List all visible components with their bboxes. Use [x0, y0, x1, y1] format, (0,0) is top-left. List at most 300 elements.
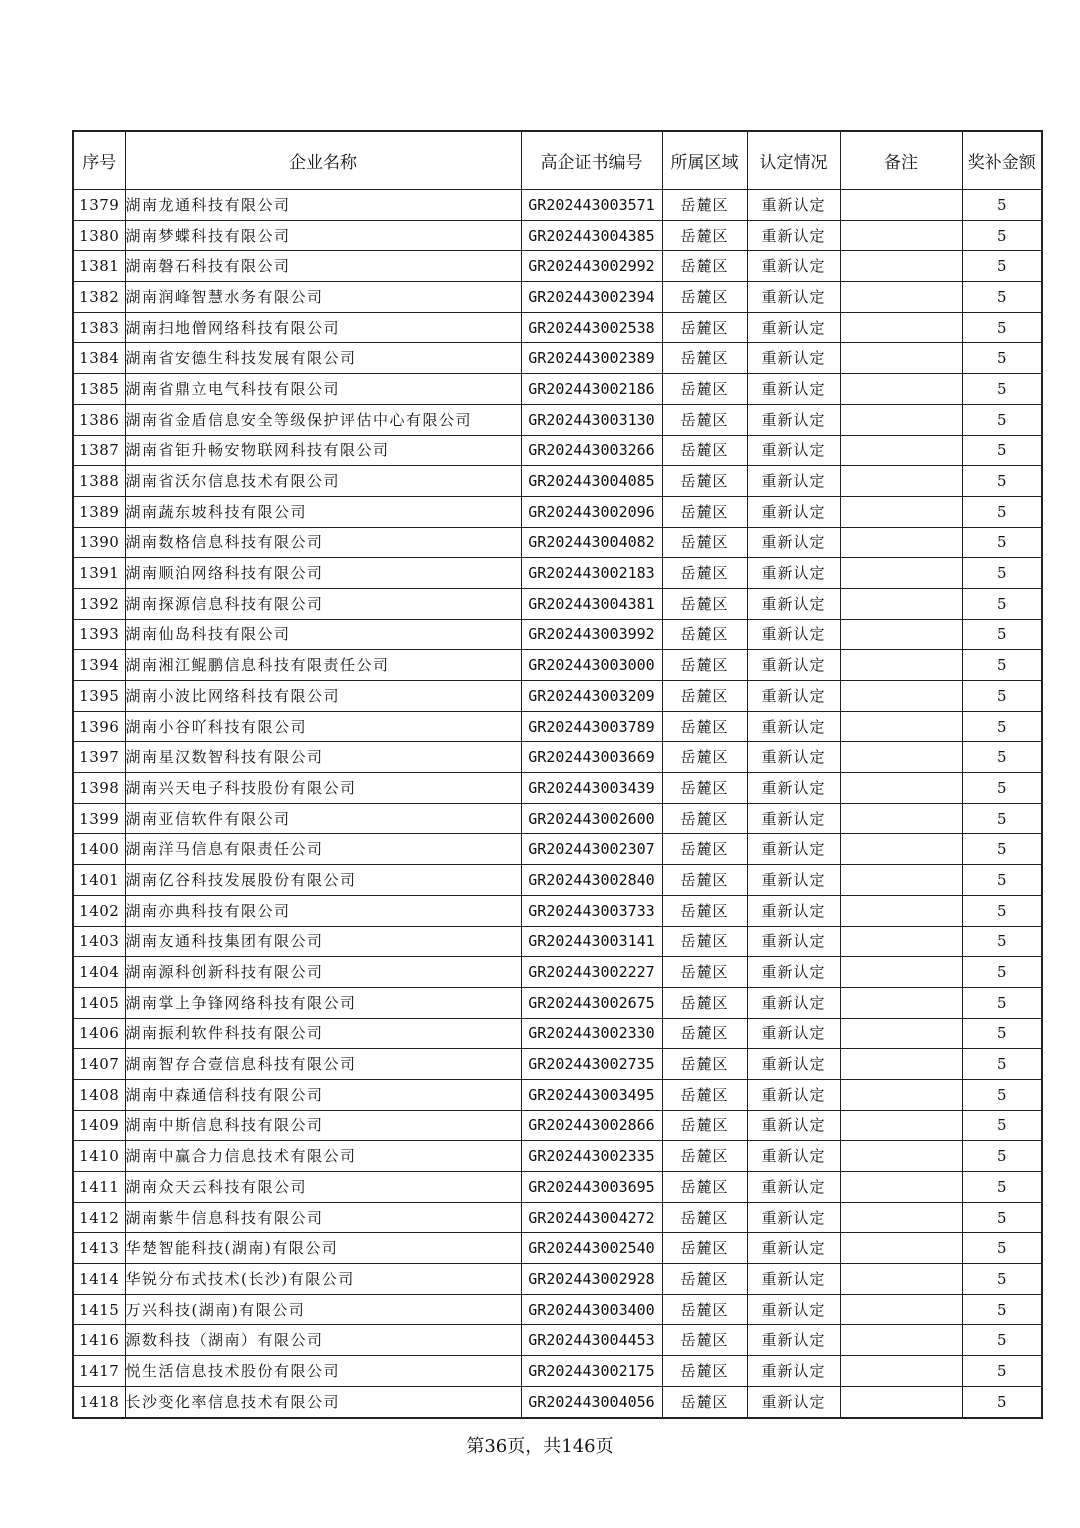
- remarks-cell: [840, 466, 962, 497]
- region-cell: 岳麓区: [662, 803, 747, 834]
- company-name-cell: 万兴科技(湖南)有限公司: [125, 1294, 521, 1325]
- region-cell: 岳麓区: [662, 1202, 747, 1233]
- table-row: [73, 1294, 1042, 1325]
- certificate-number-cell: GR202443002992: [521, 251, 662, 282]
- table-row: [73, 312, 1042, 343]
- certification-status-cell: 重新认定: [747, 466, 840, 497]
- certification-status-cell: 重新认定: [747, 957, 840, 988]
- row-number-cell: 1389: [73, 496, 125, 527]
- remarks-cell: [840, 803, 962, 834]
- certification-status-cell: 重新认定: [747, 527, 840, 558]
- region-cell: 岳麓区: [662, 343, 747, 374]
- table-row: [73, 251, 1042, 282]
- certificate-number-cell: GR202443002186: [521, 374, 662, 405]
- certification-status-cell: 重新认定: [747, 220, 840, 251]
- table-row: [73, 558, 1042, 589]
- certification-status-cell: 重新认定: [747, 404, 840, 435]
- remarks-cell: [840, 282, 962, 313]
- certificate-number-cell: GR202443002330: [521, 1018, 662, 1049]
- remarks-cell: [840, 251, 962, 282]
- company-name-cell: 湖南顺泊网络科技有限公司: [125, 558, 521, 589]
- certification-status-cell: 重新认定: [747, 865, 840, 896]
- region-cell: 岳麓区: [662, 1325, 747, 1356]
- certificate-number-cell: GR202443004453: [521, 1325, 662, 1356]
- row-number-cell: 1406: [73, 1018, 125, 1049]
- remarks-cell: [840, 895, 962, 926]
- header-status: 认定情况: [747, 131, 840, 190]
- remarks-cell: [840, 650, 962, 681]
- certificate-number-cell: GR202443003992: [521, 619, 662, 650]
- certification-status-cell: 重新认定: [747, 803, 840, 834]
- row-number-cell: 1411: [73, 1172, 125, 1203]
- region-cell: 岳麓区: [662, 742, 747, 773]
- table-row: [73, 496, 1042, 527]
- table-row: [73, 1018, 1042, 1049]
- header-note: 备注: [840, 131, 962, 190]
- subsidy-amount-cell: 5: [962, 987, 1042, 1018]
- region-cell: 岳麓区: [662, 711, 747, 742]
- row-number-cell: 1401: [73, 865, 125, 896]
- row-number-cell: 1402: [73, 895, 125, 926]
- certification-status-cell: 重新认定: [747, 1264, 840, 1295]
- table-row: [73, 1172, 1042, 1203]
- certification-status-cell: 重新认定: [747, 251, 840, 282]
- subsidy-amount-cell: 5: [962, 711, 1042, 742]
- remarks-cell: [840, 987, 962, 1018]
- subsidy-amount-cell: 5: [962, 1110, 1042, 1141]
- subsidy-amount-cell: 5: [962, 282, 1042, 313]
- certification-status-cell: 重新认定: [747, 1386, 840, 1417]
- subsidy-amount-cell: 5: [962, 1294, 1042, 1325]
- subsidy-amount-cell: 5: [962, 1233, 1042, 1264]
- region-cell: 岳麓区: [662, 1233, 747, 1264]
- header-cert: 高企证书编号: [521, 131, 662, 190]
- certificate-number-cell: GR202443004385: [521, 220, 662, 251]
- company-name-cell: 湖南洋马信息有限责任公司: [125, 834, 521, 865]
- row-number-cell: 1393: [73, 619, 125, 650]
- remarks-cell: [840, 1079, 962, 1110]
- company-name-cell: 湖南省鼎立电气科技有限公司: [125, 374, 521, 405]
- remarks-cell: [840, 957, 962, 988]
- table-row: [73, 1110, 1042, 1141]
- remarks-cell: [840, 1018, 962, 1049]
- table-row: [73, 957, 1042, 988]
- company-name-cell: 湖南亚信软件有限公司: [125, 803, 521, 834]
- remarks-cell: [840, 1202, 962, 1233]
- certification-status-cell: 重新认定: [747, 1202, 840, 1233]
- certification-status-cell: 重新认定: [747, 987, 840, 1018]
- company-name-cell: 湖南省安德生科技发展有限公司: [125, 343, 521, 374]
- subsidy-amount-cell: 5: [962, 466, 1042, 497]
- certificate-number-cell: GR202443003130: [521, 404, 662, 435]
- region-cell: 岳麓区: [662, 588, 747, 619]
- subsidy-amount-cell: 5: [962, 681, 1042, 712]
- subsidy-amount-cell: 5: [962, 957, 1042, 988]
- company-name-cell: 湖南亿谷科技发展股份有限公司: [125, 865, 521, 896]
- certificate-number-cell: GR202443004272: [521, 1202, 662, 1233]
- region-cell: 岳麓区: [662, 496, 747, 527]
- table-body: [73, 190, 1042, 1418]
- certification-status-cell: 重新认定: [747, 681, 840, 712]
- subsidy-amount-cell: 5: [962, 404, 1042, 435]
- company-name-cell: 源数科技（湖南）有限公司: [125, 1325, 521, 1356]
- certificate-number-cell: GR202443002735: [521, 1049, 662, 1080]
- table-row: [73, 742, 1042, 773]
- region-cell: 岳麓区: [662, 1294, 747, 1325]
- table-row: [73, 1079, 1042, 1110]
- subsidy-amount-cell: 5: [962, 527, 1042, 558]
- row-number-cell: 1383: [73, 312, 125, 343]
- certification-status-cell: 重新认定: [747, 374, 840, 405]
- subsidy-amount-cell: 5: [962, 926, 1042, 957]
- remarks-cell: [840, 711, 962, 742]
- company-name-cell: 湖南掌上争锋网络科技有限公司: [125, 987, 521, 1018]
- region-cell: 岳麓区: [662, 773, 747, 804]
- row-number-cell: 1408: [73, 1079, 125, 1110]
- subsidy-amount-cell: 5: [962, 1325, 1042, 1356]
- company-name-cell: 湖南润峰智慧水务有限公司: [125, 282, 521, 313]
- remarks-cell: [840, 742, 962, 773]
- row-number-cell: 1410: [73, 1141, 125, 1172]
- table-row: [73, 343, 1042, 374]
- header-row: [73, 131, 1042, 190]
- table-header: [73, 131, 1042, 190]
- certificate-number-cell: GR202443003000: [521, 650, 662, 681]
- certificate-number-cell: GR202443003141: [521, 926, 662, 957]
- table-row: [73, 404, 1042, 435]
- company-name-cell: 湖南数格信息科技有限公司: [125, 527, 521, 558]
- table-row: [73, 190, 1042, 221]
- certification-status-cell: 重新认定: [747, 190, 840, 221]
- row-number-cell: 1415: [73, 1294, 125, 1325]
- row-number-cell: 1417: [73, 1356, 125, 1387]
- certificate-number-cell: GR202443003789: [521, 711, 662, 742]
- remarks-cell: [840, 834, 962, 865]
- certificate-number-cell: GR202443004082: [521, 527, 662, 558]
- table-row: [73, 1264, 1042, 1295]
- certificate-number-cell: GR202443004056: [521, 1386, 662, 1417]
- certification-status-cell: 重新认定: [747, 650, 840, 681]
- subsidy-amount-cell: 5: [962, 1356, 1042, 1387]
- region-cell: 岳麓区: [662, 926, 747, 957]
- certification-status-cell: 重新认定: [747, 435, 840, 466]
- certificate-number-cell: GR202443002183: [521, 558, 662, 589]
- row-number-cell: 1390: [73, 527, 125, 558]
- region-cell: 岳麓区: [662, 404, 747, 435]
- row-number-cell: 1388: [73, 466, 125, 497]
- subsidy-amount-cell: 5: [962, 1202, 1042, 1233]
- certification-status-cell: 重新认定: [747, 588, 840, 619]
- table-row: [73, 282, 1042, 313]
- region-cell: 岳麓区: [662, 1356, 747, 1387]
- certificate-number-cell: GR202443002227: [521, 957, 662, 988]
- table-row: [73, 466, 1042, 497]
- table-row: [73, 435, 1042, 466]
- certification-status-cell: 重新认定: [747, 895, 840, 926]
- row-number-cell: 1386: [73, 404, 125, 435]
- company-name-cell: 湖南扫地僧网络科技有限公司: [125, 312, 521, 343]
- row-number-cell: 1407: [73, 1049, 125, 1080]
- table-row: [73, 1049, 1042, 1080]
- certificate-number-cell: GR202443002675: [521, 987, 662, 1018]
- remarks-cell: [840, 1264, 962, 1295]
- row-number-cell: 1416: [73, 1325, 125, 1356]
- certificate-number-cell: GR202443002389: [521, 343, 662, 374]
- row-number-cell: 1384: [73, 343, 125, 374]
- subsidy-amount-cell: 5: [962, 865, 1042, 896]
- remarks-cell: [840, 926, 962, 957]
- remarks-cell: [840, 588, 962, 619]
- company-name-cell: 湖南振利软件科技有限公司: [125, 1018, 521, 1049]
- company-name-cell: 湖南中斯信息科技有限公司: [125, 1110, 521, 1141]
- certificate-number-cell: GR202443002175: [521, 1356, 662, 1387]
- region-cell: 岳麓区: [662, 1264, 747, 1295]
- company-name-cell: 长沙变化率信息技术有限公司: [125, 1386, 521, 1417]
- remarks-cell: [840, 681, 962, 712]
- region-cell: 岳麓区: [662, 834, 747, 865]
- remarks-cell: [840, 527, 962, 558]
- company-name-cell: 湖南省钜升畅安物联网科技有限公司: [125, 435, 521, 466]
- region-cell: 岳麓区: [662, 895, 747, 926]
- region-cell: 岳麓区: [662, 527, 747, 558]
- row-number-cell: 1398: [73, 773, 125, 804]
- company-name-cell: 湖南省沃尔信息技术有限公司: [125, 466, 521, 497]
- table-row: [73, 619, 1042, 650]
- certificate-number-cell: GR202443003733: [521, 895, 662, 926]
- certification-status-cell: 重新认定: [747, 1356, 840, 1387]
- region-cell: 岳麓区: [662, 220, 747, 251]
- subsidy-amount-cell: 5: [962, 1079, 1042, 1110]
- row-number-cell: 1382: [73, 282, 125, 313]
- certification-status-cell: 重新认定: [747, 1294, 840, 1325]
- table-row: [73, 374, 1042, 405]
- page-footer: 第36页，共146页: [466, 1436, 614, 1457]
- header-amount: 奖补金额: [962, 131, 1042, 190]
- remarks-cell: [840, 374, 962, 405]
- certificate-number-cell: GR202443003266: [521, 435, 662, 466]
- row-number-cell: 1412: [73, 1202, 125, 1233]
- certificate-number-cell: GR202443003209: [521, 681, 662, 712]
- row-number-cell: 1379: [73, 190, 125, 221]
- subsidy-amount-cell: 5: [962, 558, 1042, 589]
- subsidy-amount-cell: 5: [962, 496, 1042, 527]
- region-cell: 岳麓区: [662, 1141, 747, 1172]
- row-number-cell: 1385: [73, 374, 125, 405]
- company-name-cell: 湖南友通科技集团有限公司: [125, 926, 521, 957]
- region-cell: 岳麓区: [662, 1049, 747, 1080]
- certificate-number-cell: GR202443002840: [521, 865, 662, 896]
- table-row: [73, 1202, 1042, 1233]
- remarks-cell: [840, 1386, 962, 1417]
- subsidy-amount-cell: 5: [962, 619, 1042, 650]
- company-name-cell: 湖南小波比网络科技有限公司: [125, 681, 521, 712]
- row-number-cell: 1400: [73, 834, 125, 865]
- subsidy-amount-cell: 5: [962, 251, 1042, 282]
- table-row: [73, 1325, 1042, 1356]
- row-number-cell: 1403: [73, 926, 125, 957]
- remarks-cell: [840, 220, 962, 251]
- remarks-cell: [840, 1172, 962, 1203]
- certification-status-cell: 重新认定: [747, 711, 840, 742]
- region-cell: 岳麓区: [662, 282, 747, 313]
- region-cell: 岳麓区: [662, 466, 747, 497]
- table-row: [73, 1356, 1042, 1387]
- certificate-number-cell: GR202443003695: [521, 1172, 662, 1203]
- subsidy-amount-cell: 5: [962, 190, 1042, 221]
- company-name-cell: 湖南亦典科技有限公司: [125, 895, 521, 926]
- subsidy-amount-cell: 5: [962, 1018, 1042, 1049]
- row-number-cell: 1381: [73, 251, 125, 282]
- header-area: 所属区域: [662, 131, 747, 190]
- company-name-cell: 湖南龙通科技有限公司: [125, 190, 521, 221]
- subsidy-amount-cell: 5: [962, 588, 1042, 619]
- subsidy-amount-cell: 5: [962, 343, 1042, 374]
- table-row: [73, 1386, 1042, 1417]
- row-number-cell: 1395: [73, 681, 125, 712]
- remarks-cell: [840, 343, 962, 374]
- region-cell: 岳麓区: [662, 558, 747, 589]
- subsidy-amount-cell: 5: [962, 742, 1042, 773]
- subsidy-amount-cell: 5: [962, 1049, 1042, 1080]
- company-name-cell: 湖南仙岛科技有限公司: [125, 619, 521, 650]
- certification-status-cell: 重新认定: [747, 834, 840, 865]
- subsidy-amount-cell: 5: [962, 803, 1042, 834]
- table-row: [73, 865, 1042, 896]
- certification-status-cell: 重新认定: [747, 1018, 840, 1049]
- subsidy-amount-cell: 5: [962, 1264, 1042, 1295]
- certificate-number-cell: GR202443003400: [521, 1294, 662, 1325]
- company-name-cell: 湖南兴天电子科技股份有限公司: [125, 773, 521, 804]
- row-number-cell: 1387: [73, 435, 125, 466]
- remarks-cell: [840, 312, 962, 343]
- remarks-cell: [840, 1325, 962, 1356]
- region-cell: 岳麓区: [662, 1172, 747, 1203]
- company-name-cell: 湖南小谷吖科技有限公司: [125, 711, 521, 742]
- region-cell: 岳麓区: [662, 957, 747, 988]
- certification-status-cell: 重新认定: [747, 496, 840, 527]
- certificate-number-cell: GR202443003439: [521, 773, 662, 804]
- region-cell: 岳麓区: [662, 312, 747, 343]
- company-name-cell: 湖南湘江鲲鹏信息科技有限责任公司: [125, 650, 521, 681]
- table-row: [73, 588, 1042, 619]
- remarks-cell: [840, 558, 962, 589]
- certification-status-cell: 重新认定: [747, 343, 840, 374]
- certification-status-cell: 重新认定: [747, 282, 840, 313]
- row-number-cell: 1391: [73, 558, 125, 589]
- certificate-number-cell: GR202443003571: [521, 190, 662, 221]
- company-name-cell: 湖南蔬东坡科技有限公司: [125, 496, 521, 527]
- subsidy-amount-cell: 5: [962, 650, 1042, 681]
- row-number-cell: 1399: [73, 803, 125, 834]
- remarks-cell: [840, 1233, 962, 1264]
- subsidy-amount-cell: 5: [962, 773, 1042, 804]
- region-cell: 岳麓区: [662, 650, 747, 681]
- certificate-number-cell: GR202443004085: [521, 466, 662, 497]
- remarks-cell: [840, 773, 962, 804]
- region-cell: 岳麓区: [662, 1110, 747, 1141]
- certificate-number-cell: GR202443002866: [521, 1110, 662, 1141]
- company-name-cell: 湖南星汉数智科技有限公司: [125, 742, 521, 773]
- certification-status-cell: 重新认定: [747, 1325, 840, 1356]
- subsidy-amount-cell: 5: [962, 220, 1042, 251]
- company-name-cell: 湖南省金盾信息安全等级保护评估中心有限公司: [125, 404, 521, 435]
- certification-status-cell: 重新认定: [747, 1233, 840, 1264]
- region-cell: 岳麓区: [662, 619, 747, 650]
- subsidy-amount-cell: 5: [962, 895, 1042, 926]
- subsidy-amount-cell: 5: [962, 374, 1042, 405]
- subsidy-amount-cell: 5: [962, 312, 1042, 343]
- certificate-number-cell: GR202443002540: [521, 1233, 662, 1264]
- row-number-cell: 1414: [73, 1264, 125, 1295]
- remarks-cell: [840, 1141, 962, 1172]
- remarks-cell: [840, 435, 962, 466]
- table-row: [73, 926, 1042, 957]
- subsidy-amount-cell: 5: [962, 1141, 1042, 1172]
- certificate-number-cell: GR202443004381: [521, 588, 662, 619]
- header-no: 序号: [73, 131, 125, 190]
- remarks-cell: [840, 1356, 962, 1387]
- remarks-cell: [840, 1294, 962, 1325]
- subsidy-amount-cell: 5: [962, 435, 1042, 466]
- company-name-cell: 华锐分布式技术(长沙)有限公司: [125, 1264, 521, 1295]
- company-name-cell: 湖南梦蝶科技有限公司: [125, 220, 521, 251]
- region-cell: 岳麓区: [662, 987, 747, 1018]
- company-name-cell: 湖南磐石科技有限公司: [125, 251, 521, 282]
- certification-status-cell: 重新认定: [747, 619, 840, 650]
- table-row: [73, 803, 1042, 834]
- certificate-number-cell: GR202443002307: [521, 834, 662, 865]
- certification-status-cell: 重新认定: [747, 558, 840, 589]
- company-name-cell: 华楚智能科技(湖南)有限公司: [125, 1233, 521, 1264]
- table-row: [73, 527, 1042, 558]
- certificate-number-cell: GR202443002394: [521, 282, 662, 313]
- row-number-cell: 1397: [73, 742, 125, 773]
- row-number-cell: 1413: [73, 1233, 125, 1264]
- certification-status-cell: 重新认定: [747, 1049, 840, 1080]
- row-number-cell: 1392: [73, 588, 125, 619]
- remarks-cell: [840, 865, 962, 896]
- region-cell: 岳麓区: [662, 374, 747, 405]
- subsidy-amount-cell: 5: [962, 834, 1042, 865]
- company-name-cell: 湖南探源信息科技有限公司: [125, 588, 521, 619]
- row-number-cell: 1396: [73, 711, 125, 742]
- table-row: [73, 681, 1042, 712]
- certification-status-cell: 重新认定: [747, 926, 840, 957]
- region-cell: 岳麓区: [662, 1018, 747, 1049]
- region-cell: 岳麓区: [662, 1386, 747, 1417]
- subsidy-amount-cell: 5: [962, 1386, 1042, 1417]
- table-row: [73, 987, 1042, 1018]
- row-number-cell: 1405: [73, 987, 125, 1018]
- company-name-cell: 湖南智存合壹信息科技有限公司: [125, 1049, 521, 1080]
- region-cell: 岳麓区: [662, 435, 747, 466]
- remarks-cell: [840, 496, 962, 527]
- certificate-number-cell: GR202443003495: [521, 1079, 662, 1110]
- region-cell: 岳麓区: [662, 681, 747, 712]
- remarks-cell: [840, 1049, 962, 1080]
- row-number-cell: 1409: [73, 1110, 125, 1141]
- header-name: 企业名称: [125, 131, 521, 190]
- company-name-cell: 湖南众天云科技有限公司: [125, 1172, 521, 1203]
- table-row: [73, 220, 1042, 251]
- table-row: [73, 1233, 1042, 1264]
- certification-status-cell: 重新认定: [747, 1110, 840, 1141]
- certification-status-cell: 重新认定: [747, 773, 840, 804]
- table-row: [73, 834, 1042, 865]
- company-name-cell: 悦生活信息技术股份有限公司: [125, 1356, 521, 1387]
- table-row: [73, 895, 1042, 926]
- company-name-cell: 湖南源科创新科技有限公司: [125, 957, 521, 988]
